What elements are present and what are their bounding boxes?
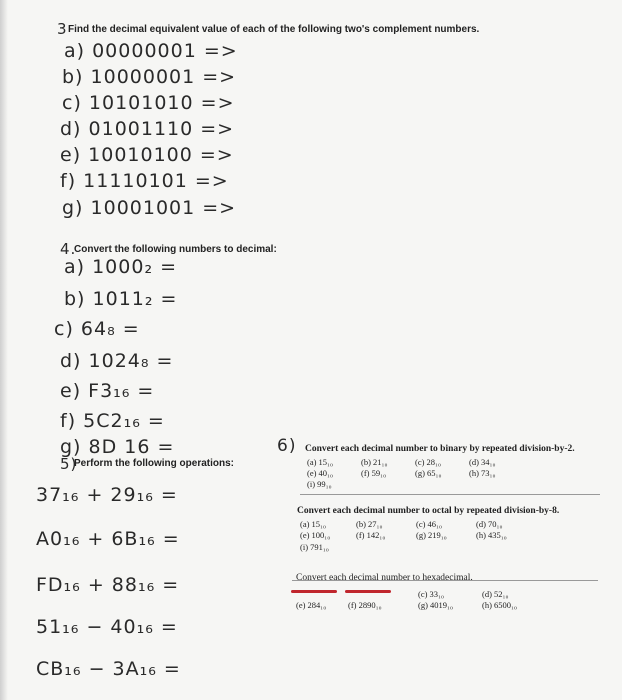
s6-q1-r3c1: (i) 99₁₀ (307, 479, 332, 489)
s6-q1-r1c2: (b) 21₁₀ (361, 457, 388, 467)
s4-item-f: f) 5C2₁₆ = (60, 410, 165, 432)
s4-item-g: g) 8D 16 = (60, 436, 175, 458)
s6-q2-r1c2: (b) 27₁₀ (356, 519, 383, 529)
section3-number: 3 (57, 20, 68, 38)
s4-item-b: b) 1011₂ = (64, 288, 178, 310)
s6-q3-r2c3: (g) 4019₁₀ (418, 600, 453, 610)
s6-q1-r1c4: (d) 34₁₀ (469, 457, 496, 467)
s3-item-b: b) 10000001 => (62, 66, 237, 88)
s3-item-f: f) 11110101 => (60, 170, 229, 192)
s6-q3-title: Convert each decimal number to hexadecimal. (296, 573, 473, 583)
section4-title: Convert the following numbers to decimal: (74, 244, 277, 255)
s3-item-e: e) 10010100 => (60, 144, 234, 166)
s5-item-2: A0₁₆ + 6B₁₆ = (36, 528, 180, 550)
s5-item-1: 37₁₆ + 29₁₆ = (36, 484, 178, 506)
s3-item-a: a) 00000001 => (64, 40, 238, 62)
s6-q3-r2c4: (h) 6500₁₀ (482, 600, 517, 610)
red-strikethrough-2 (345, 590, 391, 593)
s6-q2-r1c3: (c) 46₁₀ (416, 519, 442, 529)
s6-q1-r2c3: (g) 65₁₀ (415, 468, 442, 478)
s6-q2-r2c1: (e) 100₁₀ (300, 530, 331, 540)
s5-item-4: 51₁₆ − 40₁₆ = (36, 616, 178, 638)
s6-q2-r3c1: (i) 791₁₀ (300, 542, 329, 552)
s4-item-d: d) 1024₈ = (60, 350, 174, 372)
s4-item-c: c) 64₈ = (54, 318, 140, 340)
s6-q2-r1c1: (a) 15₁₀ (300, 519, 326, 529)
s6-q2-r2c4: (h) 435₁₀ (476, 530, 507, 540)
s6-q3-r1c4: (d) 52₁₀ (482, 589, 509, 599)
s5-item-5: CB₁₆ − 3A₁₆ = (36, 658, 181, 680)
s6-q2-r1c4: (d) 70₁₀ (476, 519, 503, 529)
s5-item-3: FD₁₆ + 88₁₆ = (36, 574, 180, 596)
s6-q1-r1c3: (c) 28₁₀ (415, 457, 441, 467)
s6-q1-r2c1: (e) 40₁₀ (307, 468, 333, 478)
s6-q1-r1c1: (a) 15₁₀ (307, 457, 333, 467)
section4-number: 4. (60, 240, 77, 258)
section6-number: 6) (277, 436, 297, 456)
s3-item-d: d) 01001110 => (60, 118, 235, 140)
section3-title: Find the decimal equivalent value of each of the following two's complement numbers. (68, 24, 480, 35)
s6-q1-title: Convert each decimal number to binary by repeated division-by-2. (305, 444, 575, 454)
s6-divider-1 (300, 494, 600, 495)
s6-q3-r2c2: (f) 2890₁₀ (348, 600, 382, 610)
s4-item-a: a) 1000₂ = (64, 256, 178, 278)
scan-edge-shadow (0, 0, 8, 700)
s6-q2-r2c2: (f) 142₁₀ (356, 530, 386, 540)
section5-number: 5) (60, 455, 78, 473)
s6-q3-r2c1: (e) 284₁₀ (296, 600, 327, 610)
s6-q1-r2c2: (f) 59₁₀ (361, 468, 387, 478)
s3-item-c: c) 10101010 => (62, 92, 235, 114)
s6-q3-r1c3: (c) 33₁₀ (418, 589, 444, 599)
s6-q1-r2c4: (h) 73₁₀ (469, 468, 496, 478)
s4-item-e: e) F3₁₆ = (60, 380, 155, 402)
s3-item-g: g) 10001001 => (62, 197, 237, 219)
red-strikethrough-1 (291, 590, 337, 593)
s6-q2-r2c3: (g) 219₁₀ (416, 530, 447, 540)
s6-q2-title: Convert each decimal number to octal by repeated division-by-8. (297, 506, 560, 516)
section5-title: Perform the following operations: (74, 458, 235, 469)
